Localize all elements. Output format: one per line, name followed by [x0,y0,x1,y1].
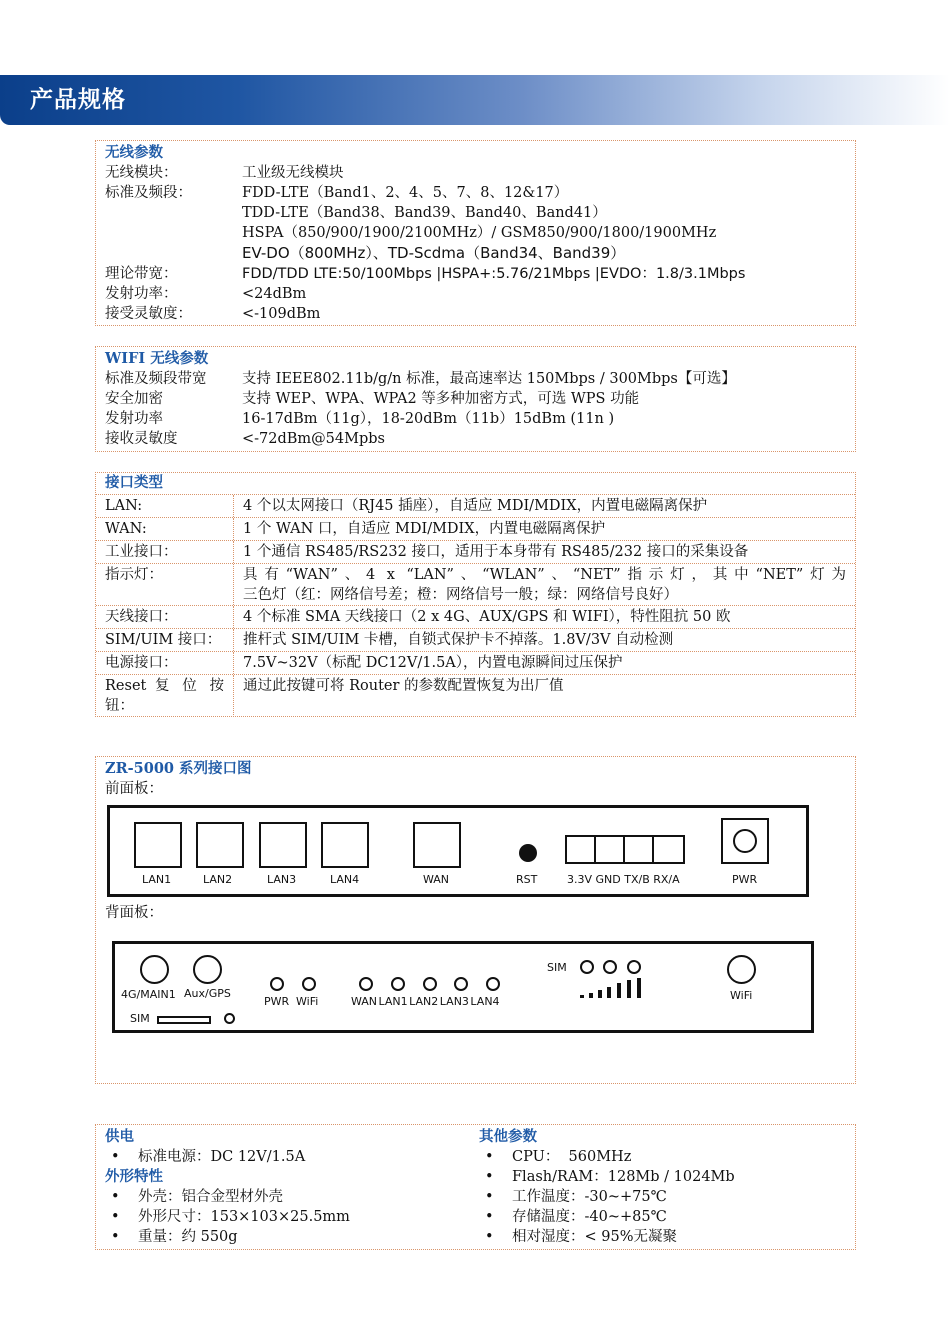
wireless-row [105,284,846,304]
interface-value: 推杆式 SIM/UIM 卡槽，自锁式保护卡不掉落。1.8V/3V 自动检测 [243,632,674,648]
wifi-led-label: WiFi [296,995,319,1008]
wireless-label: 发射功率： [105,286,178,302]
form-item: 外壳：铝合金型材外壳 [138,1189,283,1205]
lan3-label: LAN3 [267,873,297,886]
wireless-title: 无线参数 [105,144,163,161]
wifi-title: WIFI 无线参数 [105,350,209,367]
lan4-led-icon [486,977,500,991]
wireless-value: <-109dBm [242,306,321,322]
interface-label: Reset 复 位 按 [105,678,224,694]
list-item [105,1207,465,1227]
wifi-led-icon [302,977,316,991]
table-row [96,564,855,606]
interface-label: LAN: [96,495,234,517]
wireless-row [105,163,846,183]
interface-value: 1 个通信 RS485/RS232 接口，适用于本身带有 RS485/232 接口的采集设备 [243,544,749,560]
interface-value: 1 个 WAN 口，自适应 MDI/MDIX，内置电磁隔离保护 [243,521,606,537]
wireless-row [105,183,846,264]
diagram-title: ZR-5000 系列接口图 [105,760,252,777]
wifi-value: <-72dBm@54Mpbs [242,431,385,447]
interface-value: 具有“WAN”、4 x “LAN”、“WLAN”、“NET”指示灯，其中“NET”灯为 [243,567,846,583]
lan2-port [196,822,244,868]
bullet: • [111,1149,120,1165]
pwr-label: PWR [732,873,758,886]
wifi-row [105,389,846,409]
signal-strength-icon [580,978,645,998]
list-item [479,1227,839,1247]
reset-button-icon [519,844,537,862]
lan2-label: LAN2 [203,873,233,886]
list-item [479,1167,839,1187]
wireless-params-box [95,140,856,326]
interface-label: 天线接口： [96,606,234,628]
pwr-led-label: PWR [264,995,290,1008]
wifi-label: 标准及频段带宽 [105,371,207,387]
interface-label: SIM/UIM 接口： [96,629,234,651]
back-panel-label: 背面板： [105,905,163,921]
wifi-antenna-icon [727,955,756,984]
wireless-value: FDD-LTE（Band1、2、4、5、7、8、12&17） [242,185,569,201]
bullet: • [485,1169,494,1185]
interfaces-table [95,472,856,717]
back-panel [112,941,814,1033]
bullet: • [485,1189,494,1205]
interfaces-title: 接口类型 [105,474,163,491]
table-row [96,675,855,717]
form-item: 外形尺寸：153×103×25.5mm [138,1209,350,1225]
power-jack-icon [733,829,757,853]
list-item [479,1207,839,1227]
sim-eject-icon [224,1013,235,1024]
sim-slot [157,1016,211,1024]
wireless-label: 标准及频段： [105,185,192,201]
section-banner [0,75,950,125]
signal-led-3-icon [627,960,641,974]
wifi-row [105,429,846,449]
wifi-row [105,369,846,389]
form-title: 外形特性 [105,1168,163,1185]
wan-label: WAN [423,873,450,886]
sim-slot-label: SIM [130,1012,150,1025]
wireless-value: <24dBm [242,286,307,302]
wifi-params-box [95,346,856,452]
signal-led-2-icon [603,960,617,974]
wireless-row [105,264,846,284]
table-row [96,495,855,518]
other-item: 存储温度：-40~+85℃ [512,1209,667,1225]
other-params-box [95,1124,856,1250]
wireless-value: 工业级无线模块 [242,165,344,181]
interface-label: 工业接口： [96,541,234,563]
front-panel [107,805,809,897]
list-item [105,1187,465,1207]
wireless-value: FDD/TDD LTE:50/100Mbps |HSPA+:5.76/21Mbps |EVDO：1.8/3.1Mbps [242,266,746,282]
terminal-block [565,835,685,864]
left-column [105,1127,465,1247]
wireless-value: EV-DO（800MHz）、TD-Scdma（Band34、Band39） [242,244,626,262]
table-row [96,606,855,629]
list-item [479,1187,839,1207]
wan-led-icon [359,977,373,991]
table-row [96,652,855,675]
wifi-antenna-label: WiFi [730,989,753,1002]
other-title: 其他参数 [479,1128,537,1145]
table-row [96,629,855,652]
wireless-label: 理论带宽： [105,266,178,282]
bullet: • [485,1209,494,1225]
bullet: • [485,1229,494,1245]
wifi-label: 发射功率 [105,411,163,427]
wireless-label: 无线模块： [105,165,178,181]
table-row [96,518,855,541]
lan3-led-icon [454,977,468,991]
form-item: 重量：约 550g [138,1229,238,1245]
aux-antenna-icon [193,955,222,984]
bullet: • [111,1189,120,1205]
aux-antenna-label: Aux/GPS [184,987,231,1000]
lan1-port [134,822,182,868]
wireless-value: TDD-LTE（Band38、Band39、Band40、Band41） [242,205,607,221]
interface-diagram-box [95,756,856,1084]
interface-label: WAN: [96,518,234,540]
lan1-label: LAN1 [142,873,172,886]
pwr-led-icon [270,977,284,991]
wifi-value: 16-17dBm（11g），18-20dBm（11b）15dBm (11n ) [242,411,615,427]
wireless-value: HSPA（850/900/1900/2100MHz）/ GSM850/900/1800/1900MHz [242,225,717,241]
interface-label: 电源接口： [96,652,234,674]
port-leds-label: WAN LAN1 LAN2 LAN3 LAN4 [351,995,500,1008]
other-item: CPU： 560MHz [512,1149,632,1165]
interface-value: 4 个标准 SMA 天线接口（2 x 4G、AUX/GPS 和 WIFI），特性阻抗 50 欧 [243,609,731,625]
front-panel-label: 前面板： [105,781,163,797]
lan2-led-icon [423,977,437,991]
interface-label: 指示灯： [96,564,234,605]
interface-value: 通过此按键可将 Router 的参数配置恢复为出厂值 [243,678,564,694]
other-item: Flash/RAM：128Mb / 1024Mb [512,1169,735,1185]
bullet: • [111,1209,120,1225]
signal-led-1-icon [580,960,594,974]
rst-label: RST [516,873,538,886]
wan-port [413,822,461,868]
main-antenna-icon [140,955,169,984]
bullet: • [485,1149,494,1165]
interface-value: 三色灯（红：网络信号差；橙：网络信号一般；绿：网络信号良好） [243,587,678,603]
interface-label: 钮： [105,698,134,714]
lan4-label: LAN4 [330,873,360,886]
list-item [479,1147,839,1167]
lan4-port [321,822,369,868]
banner-title: 产品规格 [30,87,126,113]
lan1-led-icon [391,977,405,991]
wifi-label: 接收灵敏度 [105,431,178,447]
interface-value: 7.5V~32V（标配 DC12V/1.5A），内置电源瞬间过压保护 [243,655,623,671]
power-jack [721,818,769,864]
bullet: • [111,1229,120,1245]
wifi-value: 支持 IEEE802.11b/g/n 标准，最高速率达 150Mbps / 300Mbps【可选】 [242,371,736,387]
other-item: 工作温度：-30~+75℃ [512,1189,667,1205]
power-item: 标准电源：DC 12V/1.5A [138,1149,306,1165]
wireless-label: 接受灵敏度： [105,306,192,322]
wifi-label: 安全加密 [105,391,163,407]
terminal-label: 3.3V GND TX/B RX/A [567,873,680,886]
main-antenna-label: 4G/MAIN1 [121,988,176,1001]
other-item: 相对湿度：< 95%无凝聚 [512,1229,677,1245]
wifi-value: 支持 WEP、WPA、WPA2 等多种加密方式，可选 WPS 功能 [242,391,640,407]
list-item [105,1147,465,1167]
wireless-row [105,304,846,324]
list-item [105,1227,465,1247]
lan3-port [259,822,307,868]
wifi-row [105,409,846,429]
table-row [96,541,855,564]
sim-led-label: SIM [547,961,567,974]
interface-value: 4 个以太网接口（RJ45 插座），自适应 MDI/MDIX，内置电磁隔离保护 [243,498,708,514]
right-column [479,1127,839,1247]
power-title: 供电 [105,1128,134,1145]
